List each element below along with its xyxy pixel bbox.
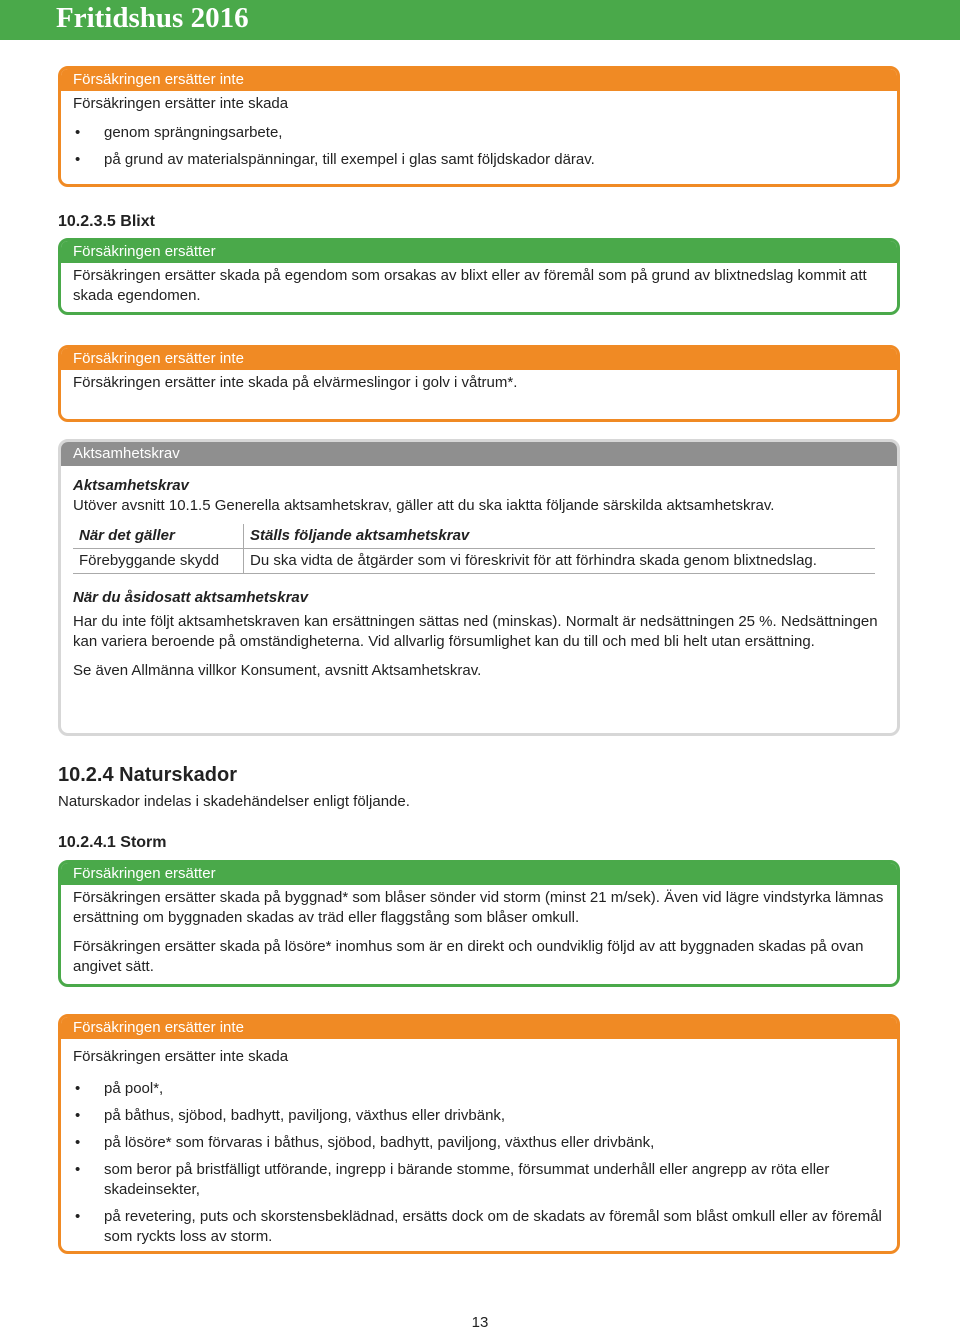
- bullet-icon: •: [75, 1080, 81, 1097]
- exclusion-box-label: Försäkringen ersätter inte: [61, 348, 897, 370]
- exclusion-box-label: Försäkringen ersätter inte: [61, 1017, 897, 1039]
- exclusion-box-body: [61, 91, 897, 185]
- list-item: • genom sprängningsarbete,: [75, 124, 283, 141]
- bullet-icon: •: [75, 1107, 81, 1124]
- care-requirements-label: Aktsamhetskrav: [61, 442, 897, 466]
- list-item: • på pool*,: [75, 1080, 164, 1097]
- exclusion-box-general: [58, 66, 900, 187]
- table-cell: Du ska vidta de åtgärder som vi föreskrivit för att förhindra skada genom blixtnedslag.: [244, 549, 876, 574]
- bullet-icon: •: [75, 124, 81, 141]
- table-row: [73, 549, 875, 574]
- table-cell: Förebyggande skydd: [73, 549, 244, 574]
- section-heading-blixt: 10.2.3.5 Blixt: [58, 213, 155, 230]
- exclusion-intro: Försäkringen ersätter inte skada: [73, 1048, 289, 1065]
- table-header-row: [73, 524, 875, 549]
- bullet-icon: •: [75, 151, 81, 168]
- exclusion-box-body: [61, 1039, 897, 1254]
- list-item: • på grund av materialspänningar, till exempel i glas samt följdskador därav.: [75, 151, 595, 168]
- bullet-icon: •: [75, 1161, 81, 1178]
- exclusion-intro: Försäkringen ersätter inte skada: [73, 95, 289, 112]
- header-bar: [0, 0, 960, 40]
- exclusion-box-label: Försäkringen ersätter inte: [61, 69, 897, 91]
- coverage-box-storm: [58, 860, 900, 987]
- requirements-table: [73, 524, 875, 574]
- list-item: • på lösöre* som förvaras i båthus, sjöbod, badhytt, paviljong, växthus eller drivbänk,: [75, 1134, 655, 1151]
- table-header: När det gäller: [73, 524, 244, 549]
- coverage-box-label: Försäkringen ersätter: [61, 863, 897, 885]
- coverage-box-blixt: [58, 238, 900, 315]
- see-also-text: Se även Allmänna villkor Konsument, avsnitt Aktsamhetskrav.: [73, 662, 482, 679]
- coverage-box-body: [61, 885, 897, 987]
- page-number: 13: [471, 1314, 489, 1331]
- exclusion-box-body: [61, 370, 897, 410]
- breach-text: Har du inte följt aktsamhetskraven kan ersättningen sättas ned (minskas). Normalt är nedsättningen 25 %. Nedsättningen kan variera beroende på omständigheterna. Vid allvarlig försumlighet kan du till och med bli helt utan ersättning.: [73, 613, 878, 650]
- section-heading-naturskador: 10.2.4 Naturskador: [58, 764, 237, 786]
- bullet-icon: •: [75, 1208, 81, 1225]
- section-heading-storm: 10.2.4.1 Storm: [58, 834, 167, 851]
- care-requirements-body: [61, 466, 897, 698]
- table-header: Ställs följande aktsamhetskrav: [244, 524, 876, 549]
- care-requirements-box: [58, 439, 900, 736]
- naturskador-intro: Naturskador indelas i skadehändelser enligt följande.: [58, 793, 410, 810]
- coverage-text: Försäkringen ersätter skada på byggnad* som blåser sönder vid storm (minst 21 m/sek). Även vid lägre vindstyrka lämnas ersättning om byggnaden skadas av träd eller flaggstång som blåser omkull.: [73, 889, 884, 926]
- list-item: • som beror på bristfälligt utförande, ingrepp i bärande stomme, försummat underhåll eller angrepp av röta eller skadeinsekter,: [75, 1161, 830, 1198]
- coverage-text: Försäkringen ersätter skada på egendom som orsakas av blixt eller av föremål som på grund av blixtnedslag kommit att skada egendomen.: [73, 267, 867, 304]
- coverage-text: Försäkringen ersätter skada på lösöre* inomhus som är en direkt och oundviklig följd av att byggnaden skadas på ovan angivet sätt.: [73, 938, 864, 975]
- exclusion-text: Försäkringen ersätter inte skada på elvärmeslingor i golv i våtrum*.: [73, 374, 518, 391]
- exclusion-box-blixt: [58, 345, 900, 422]
- exclusion-list: [73, 123, 885, 170]
- exclusion-box-storm: [58, 1014, 900, 1254]
- bullet-icon: •: [75, 1134, 81, 1151]
- care-requirements-subheading: Aktsamhetskrav: [73, 477, 189, 494]
- list-item: • på revetering, puts och skorstensbeklädnad, ersätts dock om de skadats av föremål som blåst omkull eller av föremål som ryckts loss av storm.: [75, 1208, 882, 1245]
- coverage-box-label: Försäkringen ersätter: [61, 241, 897, 263]
- breach-heading: När du åsidosatt aktsamhetskrav: [73, 589, 309, 606]
- care-requirements-intro: Utöver avsnitt 10.1.5 Generella aktsamhetskrav, gäller att du ska iaktta följande särskilda aktsamhetskrav.: [73, 497, 775, 514]
- coverage-box-body: [61, 263, 897, 315]
- list-item: • på båthus, sjöbod, badhytt, paviljong, växthus eller drivbänk,: [75, 1107, 506, 1124]
- page-title: Fritidshus 2016: [56, 2, 249, 34]
- exclusion-list: [73, 1079, 885, 1247]
